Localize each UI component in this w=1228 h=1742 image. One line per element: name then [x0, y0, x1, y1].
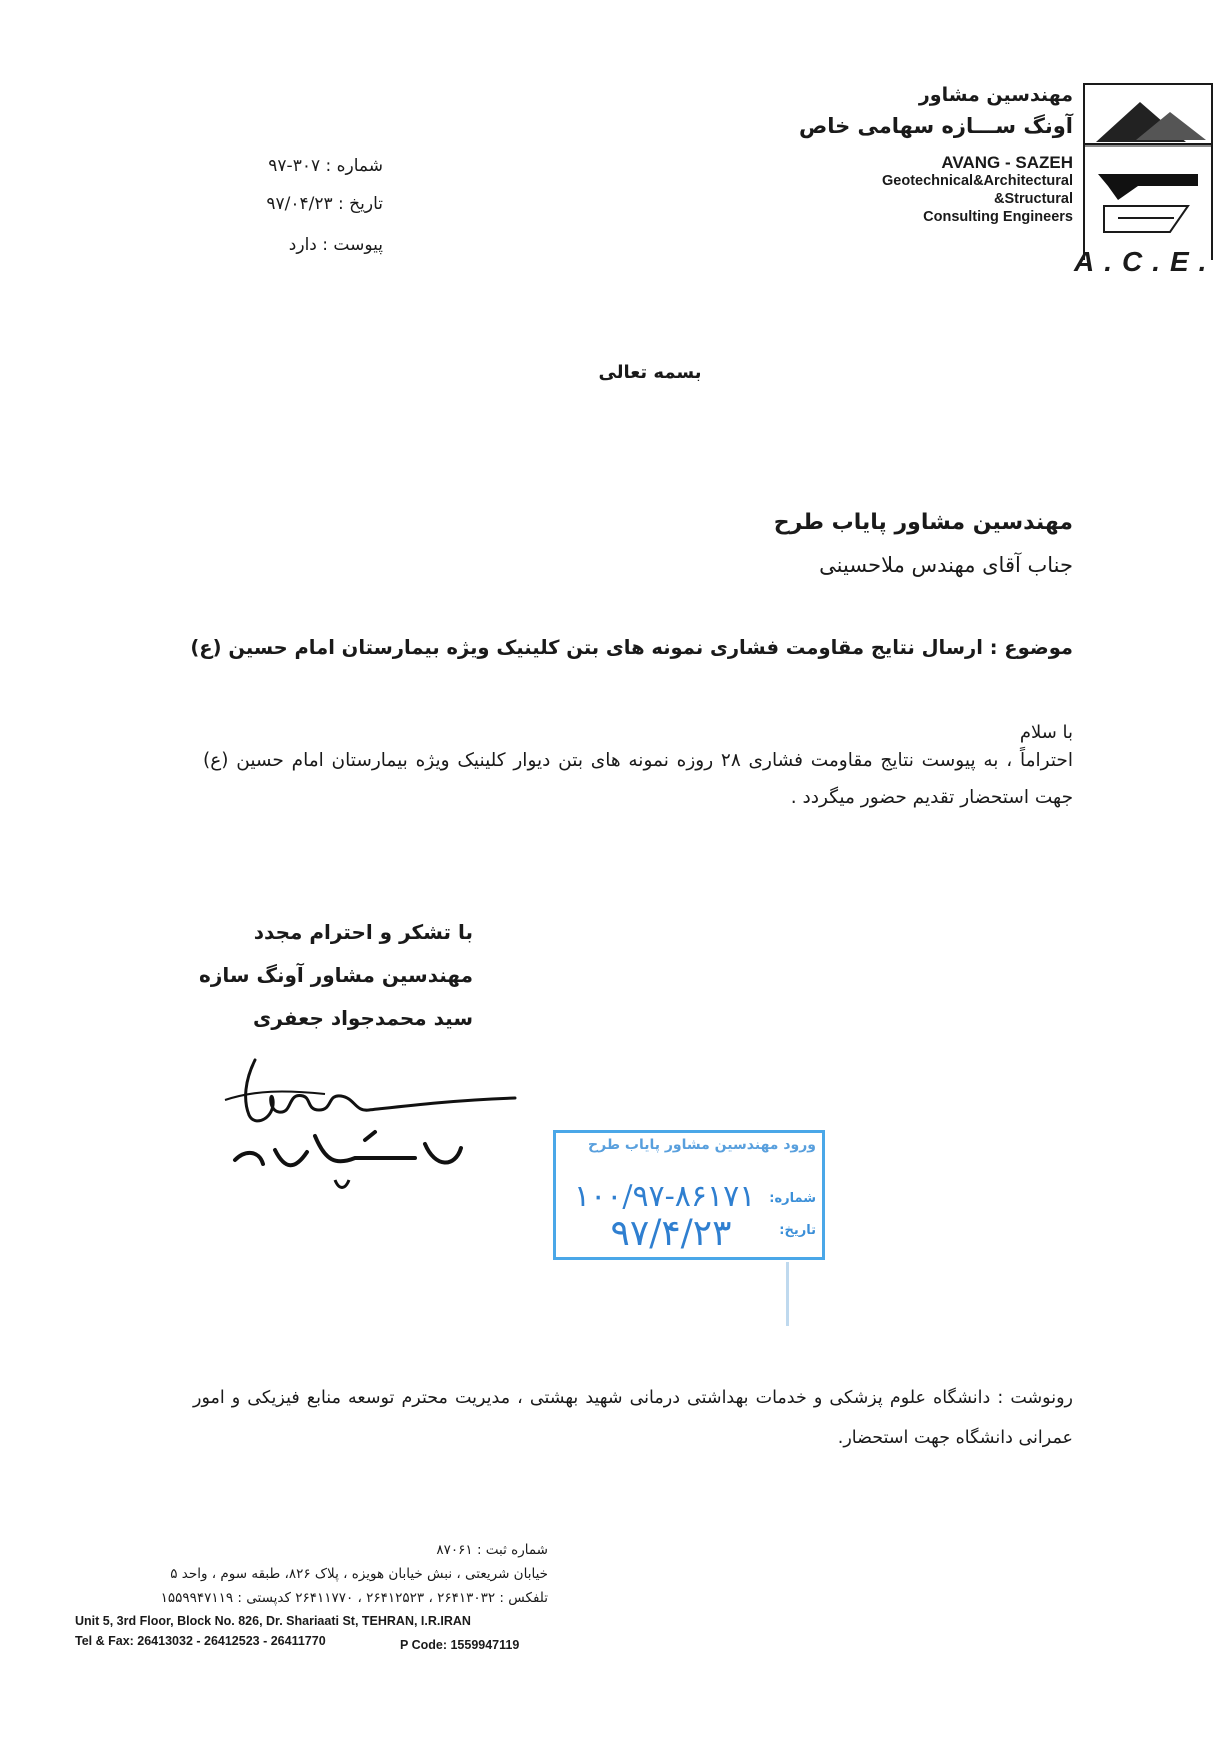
recipient-person: جناب آقای مهندس ملاحسینی: [819, 553, 1073, 577]
letter-subject: موضوع : ارسال نتایج مقاومت فشاری نمونه های بتن کلینیک ویژه بیمارستان امام حسین (ع): [190, 636, 1073, 659]
stamp-title: ورود مهندسین مشاور پایاب طرح: [588, 1137, 816, 1153]
receipt-stamp: [553, 1130, 825, 1260]
firm-desc-2: &Structural: [994, 191, 1073, 207]
signer-name: سید محمدجواد جعفری: [252, 1006, 473, 1030]
letter-number: شماره : ۳۰۷-۹۷: [268, 156, 383, 176]
stamp-date: ۹۷/۴/۲۳: [610, 1213, 732, 1254]
firm-name-line1: مهندسین مشاور: [918, 84, 1073, 106]
firm-desc-3: Consulting Engineers: [923, 209, 1073, 225]
firm-name-en: AVANG - SAZEH: [941, 153, 1073, 172]
firm-logo: [1078, 82, 1218, 260]
firm-desc-1: Geotechnical&Architectural: [882, 173, 1073, 189]
firm-abbreviation: A.C.E.: [1074, 246, 1217, 277]
firm-name-english: [882, 154, 1073, 226]
letter-date: تاریخ : ۹۷/۰۴/۲۳: [266, 194, 383, 214]
footer-address-fa: خیابان شریعتی ، نبش خیابان هویزه ، پلاک ۸۲۶، طبقه سوم ، واحد ۵: [170, 1566, 548, 1582]
stamp-number-label: شماره:: [769, 1191, 816, 1206]
carbon-copy: رونوشت : دانشگاه علوم پزشکی و خدمات بهداشتی درمانی شهید بهشتی ، مدیریت محترم توسعه منابع فیزیکی و امور عمرانی دانشگاه جهت استحضار.: [193, 1388, 1073, 1448]
footer-phones-fa: تلفکس : ۲۶۴۱۳۰۳۲ ، ۲۶۴۱۲۵۲۳ ، ۲۶۴۱۱۷۷۰ کدپستی : ۱۵۵۹۹۴۷۱۱۹: [160, 1590, 548, 1606]
closing-line1: با تشکر و احترام مجدد: [253, 920, 473, 944]
basmala: بسمه تعالی: [598, 362, 702, 383]
footer-postcode-en: P Code: 1559947119: [400, 1638, 520, 1652]
recipient-org: مهندسین مشاور پایاب طرح: [773, 510, 1073, 535]
footer-registration: شماره ثبت : ۸۷۰۶۱: [436, 1542, 548, 1558]
letter-attachment: پیوست : دارد: [288, 235, 383, 255]
stamp-divider: [786, 1262, 789, 1326]
closing-line2: مهندسین مشاور آونگ سازه: [199, 963, 473, 987]
footer-address-en: Unit 5, 3rd Floor, Block No. 826, Dr. Shariaati St, TEHRAN, I.R.IRAN: [75, 1614, 471, 1628]
body-text: احتراماً ، به پیوست نتایج مقاومت فشاری ۲۸ روزه نمونه های بتن دیوار کلینیک ویژه بیمارستان امام حسین (ع) جهت استحضار تقدیم حضور میگردد .: [203, 750, 1073, 808]
greeting: با سلام: [1019, 722, 1073, 743]
stamp-date-label: تاریخ:: [779, 1223, 816, 1238]
handwritten-signature: [215, 1040, 525, 1190]
footer-phones-en: Tel & Fax: 26413032 - 26412523 - 26411770: [75, 1634, 326, 1648]
firm-name-line2: آونگ ســـازه سهامی خاص: [798, 114, 1073, 138]
stamp-number: ۱۰۰/۹۷-۸۶۱۷۱: [574, 1179, 756, 1214]
